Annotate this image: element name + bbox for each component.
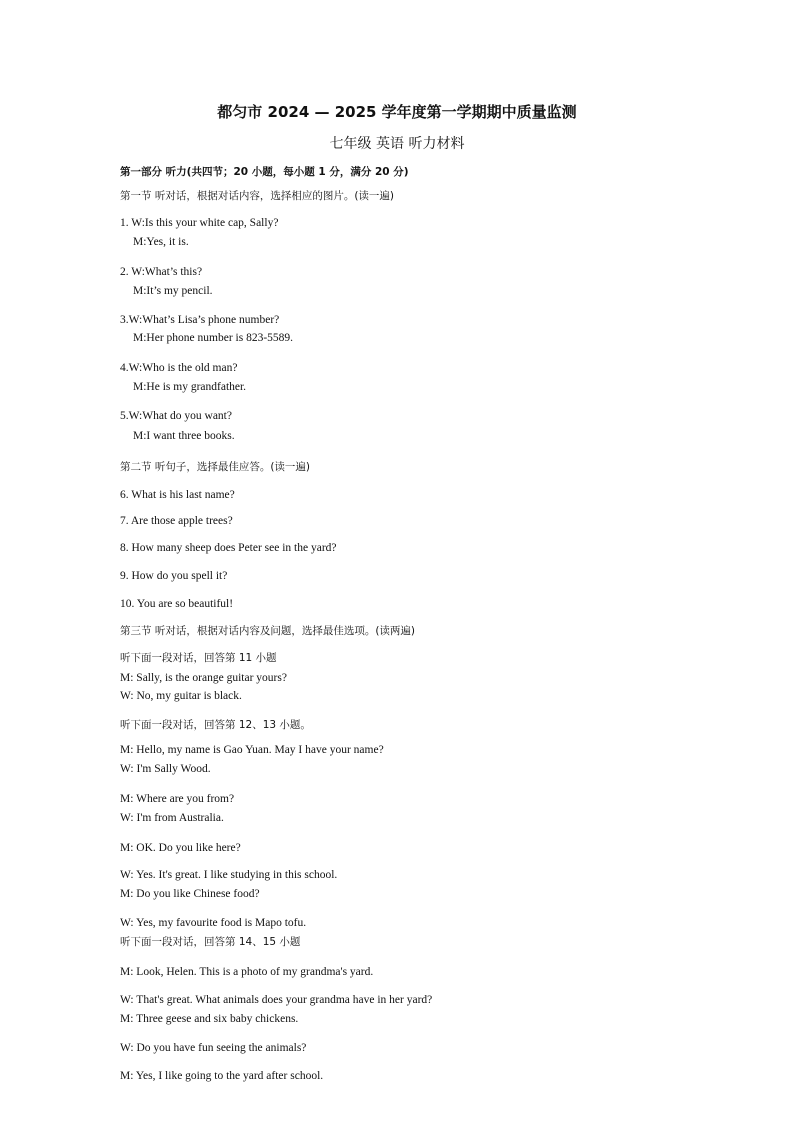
dialogue-line: M: Look, Helen. This is a photo of my grandma's yard. — [120, 966, 374, 978]
part1-heading: 第一部分 听力(共四节；20 小题，每小题 1 分，满分 20 分) — [120, 166, 409, 178]
dialogue-line: M: Yes, I like going to the yard after school. — [120, 1070, 324, 1082]
dialogue-line: W: Yes, my favourite food is Mapo tofu. — [120, 917, 307, 929]
dialogue-line: M: Sally, is the orange guitar yours? — [120, 672, 287, 684]
dialogue-line: M:Her phone number is 823-5589. — [133, 332, 294, 344]
dialogue-line: M: OK. Do you like here? — [120, 842, 241, 854]
dialogue-line: M: Three geese and six baby chickens. — [120, 1013, 299, 1025]
page-subtitle: 七年级 英语 听力材料 — [329, 136, 465, 152]
section3-heading: 第三节 听对话，根据对话内容及问题，选择最佳选项。(读两遍) — [120, 625, 416, 637]
question-item: 8. How many sheep does Peter see in the yard? — [120, 542, 337, 554]
dialogue-line: 2. W:What’s this? — [120, 266, 203, 278]
question-item: 7. Are those apple trees? — [120, 515, 233, 527]
dialogue-line: W: I'm Sally Wood. — [120, 763, 211, 775]
section1-heading: 第一节 听对话，根据对话内容，选择相应的图片。(读一遍) — [120, 190, 395, 202]
dialogue-line: 5.W:What do you want? — [120, 410, 232, 422]
dialogue-line: M:He is my grandfather. — [133, 381, 247, 393]
question-item: 6. What is his last name? — [120, 489, 235, 501]
dialogue-intro: 听下面一段对话，回答第 14、15 小题 — [120, 936, 301, 948]
dialogue-intro: 听下面一段对话，回答第 12、13 小题。 — [120, 719, 311, 731]
dialogue-line: W: No, my guitar is black. — [120, 690, 242, 702]
section2-heading: 第二节 听句子，选择最佳应答。(读一遍) — [120, 461, 311, 473]
dialogue-line: 4.W:Who is the old man? — [120, 362, 238, 374]
dialogue-intro: 听下面一段对话，回答第 11 小题 — [120, 652, 277, 664]
page-title: 都匀市 2024 — 2025 学年度第一学期期中质量监测 — [217, 103, 577, 121]
dialogue-line: W: Yes. It's great. I like studying in this school. — [120, 869, 338, 881]
question-item: 10. You are so beautiful! — [120, 598, 234, 610]
dialogue-line: 1. W:Is this your white cap, Sally? — [120, 217, 279, 229]
dialogue-line: M:I want three books. — [133, 430, 235, 442]
dialogue-line: M:Yes, it is. — [133, 236, 189, 248]
dialogue-line: M: Do you like Chinese food? — [120, 888, 260, 900]
dialogue-line: M: Where are you from? — [120, 793, 235, 805]
dialogue-line: W: I'm from Australia. — [120, 812, 224, 824]
dialogue-line: W: Do you have fun seeing the animals? — [120, 1042, 307, 1054]
dialogue-line: 3.W:What’s Lisa’s phone number? — [120, 314, 280, 326]
question-item: 9. How do you spell it? — [120, 570, 228, 582]
dialogue-line: M: Hello, my name is Gao Yuan. May I have your name? — [120, 744, 384, 756]
dialogue-line: W: That's great. What animals does your grandma have in her yard? — [120, 994, 433, 1006]
dialogue-line: M:It’s my pencil. — [133, 285, 213, 297]
